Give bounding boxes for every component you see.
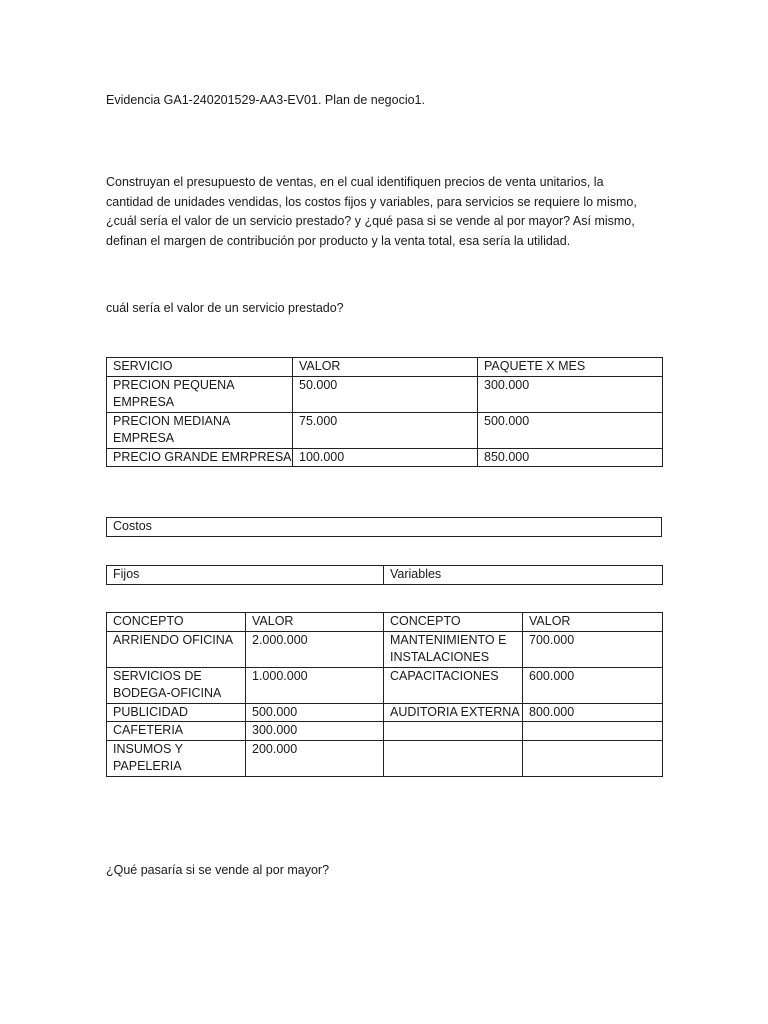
table-cell: 300.000 xyxy=(246,722,384,741)
table-cell: 75.000 xyxy=(293,412,478,448)
table-cell: PRECIO GRANDE EMRPRESA xyxy=(107,448,293,467)
table-cell: ARRIENDO OFICINA xyxy=(107,631,246,667)
table-cell: MANTENIMIENTO E INSTALACIONES xyxy=(384,631,523,667)
cost-detail-table xyxy=(106,612,663,777)
table-cell: INSUMOS Y PAPELERIA xyxy=(107,740,246,776)
table-row xyxy=(107,566,663,585)
table-row xyxy=(107,518,662,537)
table-cell: AUDITORIA EXTERNA xyxy=(384,703,523,722)
table-cell: 850.000 xyxy=(478,448,663,467)
table-row xyxy=(107,722,663,741)
table-cell: 100.000 xyxy=(293,448,478,467)
question-wholesale: ¿Qué pasaría si se vende al por mayor? xyxy=(106,863,330,877)
table-header-cell: CONCEPTO xyxy=(107,613,246,632)
cost-types-table xyxy=(106,565,663,585)
table-row xyxy=(107,703,663,722)
table-cell: 700.000 xyxy=(523,631,663,667)
question-service-value: cuál sería el valor de un servicio prestado? xyxy=(106,301,344,315)
table-header-row xyxy=(107,613,663,632)
table-cell xyxy=(384,722,523,741)
table-cell: 300.000 xyxy=(478,376,663,412)
table-row xyxy=(107,631,663,667)
fixed-costs-label: Fijos xyxy=(107,566,384,585)
table-cell: 1.000.000 xyxy=(246,667,384,703)
intro-line: definan el margen de contribución por producto y la venta total, esa sería la utilidad. xyxy=(106,233,571,248)
table-cell: 50.000 xyxy=(293,376,478,412)
table-header-row xyxy=(107,358,663,377)
costs-header-table xyxy=(106,517,662,537)
intro-line: ¿cuál sería el valor de un servicio prestado? y ¿qué pasa si se vende al por mayor? Así mismo, xyxy=(106,214,635,228)
intro-paragraph xyxy=(106,173,666,251)
table-cell: CAPACITACIONES xyxy=(384,667,523,703)
table-header-cell: VALOR xyxy=(293,358,478,377)
table-cell: 500.000 xyxy=(478,412,663,448)
table-cell: 200.000 xyxy=(246,740,384,776)
table-cell xyxy=(523,722,663,741)
table-header-cell: VALOR xyxy=(523,613,663,632)
table-row xyxy=(107,412,663,448)
table-cell: 2.000.000 xyxy=(246,631,384,667)
table-cell: CAFETERIA xyxy=(107,722,246,741)
table-cell: PRECION PEQUENA EMPRESA xyxy=(107,376,293,412)
table-header-cell: SERVICIO xyxy=(107,358,293,377)
table-cell xyxy=(523,740,663,776)
intro-line: Construyan el presupuesto de ventas, en el cual identifiquen precios de venta unitarios, la xyxy=(106,175,604,189)
table-header-cell: VALOR xyxy=(246,613,384,632)
variable-costs-label: Variables xyxy=(384,566,663,585)
table-cell: PRECION MEDIANA EMPRESA xyxy=(107,412,293,448)
document-title: Evidencia GA1-240201529-AA3-EV01. Plan de negocio1. xyxy=(106,93,425,107)
table-row xyxy=(107,376,663,412)
costs-label: Costos xyxy=(107,518,662,537)
table-row xyxy=(107,740,663,776)
intro-line: cantidad de unidades vendidas, los costos fijos y variables, para servicios se requiere lo mismo, xyxy=(106,194,637,209)
table-cell: 800.000 xyxy=(523,703,663,722)
table-cell: PUBLICIDAD xyxy=(107,703,246,722)
table-cell: SERVICIOS DE BODEGA-OFICINA xyxy=(107,667,246,703)
table-row xyxy=(107,667,663,703)
table-header-cell: PAQUETE X MES xyxy=(478,358,663,377)
table-cell xyxy=(384,740,523,776)
table-row xyxy=(107,448,663,467)
table-header-cell: CONCEPTO xyxy=(384,613,523,632)
service-price-table xyxy=(106,357,663,467)
table-cell: 500.000 xyxy=(246,703,384,722)
table-cell: 600.000 xyxy=(523,667,663,703)
